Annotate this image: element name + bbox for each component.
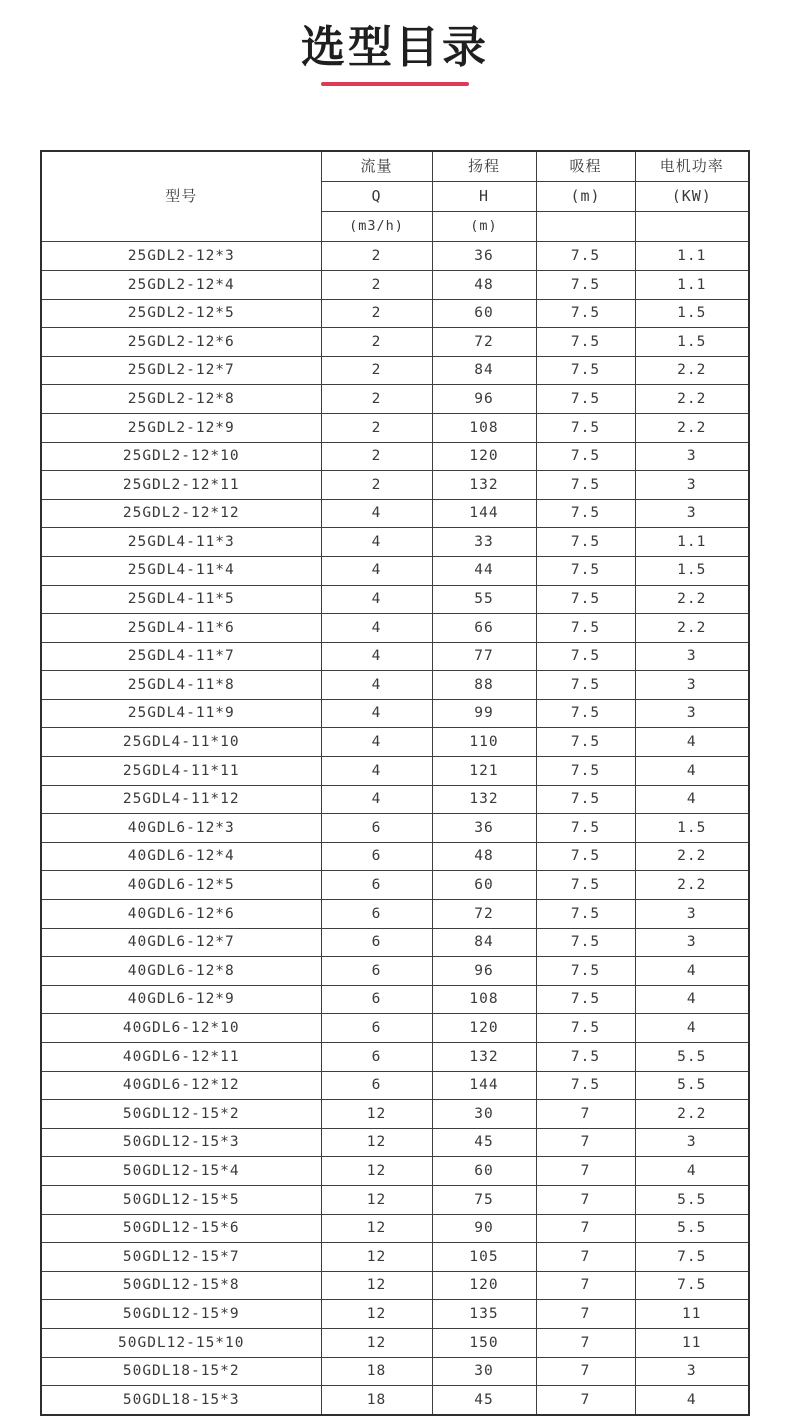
- power-cell: 3: [635, 699, 749, 728]
- head-cell: 48: [432, 270, 536, 299]
- head-cell: 45: [432, 1386, 536, 1415]
- power-cell: 3: [635, 1357, 749, 1386]
- suction-cell: 7.5: [536, 614, 635, 643]
- flow-cell: 12: [321, 1100, 432, 1129]
- model-cell: 40GDL6-12*7: [41, 928, 321, 957]
- table-row: [41, 757, 749, 786]
- suction-cell: 7.5: [536, 842, 635, 871]
- table-row: [41, 1357, 749, 1386]
- model-cell: 40GDL6-12*11: [41, 1043, 321, 1072]
- flow-cell: 2: [321, 242, 432, 271]
- model-cell: 40GDL6-12*5: [41, 871, 321, 900]
- model-cell: 25GDL4-11*4: [41, 556, 321, 585]
- table-row: [41, 928, 749, 957]
- flow-cell: 4: [321, 699, 432, 728]
- model-cell: 40GDL6-12*10: [41, 1014, 321, 1043]
- suction-cell: 7.5: [536, 328, 635, 357]
- head-cell: 132: [432, 471, 536, 500]
- table-row: [41, 614, 749, 643]
- header-empty-2: [635, 212, 749, 242]
- flow-cell: 4: [321, 642, 432, 671]
- flow-cell: 6: [321, 842, 432, 871]
- suction-cell: 7.5: [536, 871, 635, 900]
- table-row: [41, 900, 749, 929]
- power-cell: 11: [635, 1328, 749, 1357]
- power-cell: 7.5: [635, 1243, 749, 1272]
- head-cell: 150: [432, 1328, 536, 1357]
- flow-cell: 6: [321, 1014, 432, 1043]
- flow-cell: 4: [321, 528, 432, 557]
- head-cell: 135: [432, 1300, 536, 1329]
- head-cell: 132: [432, 1043, 536, 1072]
- table-row: [41, 699, 749, 728]
- suction-cell: 7: [536, 1100, 635, 1129]
- flow-cell: 12: [321, 1271, 432, 1300]
- head-cell: 30: [432, 1100, 536, 1129]
- header-flow-unit: (m3/h): [321, 212, 432, 242]
- suction-cell: 7.5: [536, 1071, 635, 1100]
- power-cell: 5.5: [635, 1043, 749, 1072]
- flow-cell: 18: [321, 1386, 432, 1415]
- table-row: [41, 299, 749, 328]
- flow-cell: 2: [321, 385, 432, 414]
- suction-cell: 7: [536, 1157, 635, 1186]
- model-cell: 50GDL12-15*6: [41, 1214, 321, 1243]
- suction-cell: 7.5: [536, 528, 635, 557]
- head-cell: 90: [432, 1214, 536, 1243]
- suction-cell: 7.5: [536, 785, 635, 814]
- flow-cell: 2: [321, 471, 432, 500]
- head-cell: 108: [432, 985, 536, 1014]
- power-cell: 2.2: [635, 871, 749, 900]
- suction-cell: 7.5: [536, 499, 635, 528]
- head-cell: 60: [432, 871, 536, 900]
- head-cell: 33: [432, 528, 536, 557]
- table-row: [41, 442, 749, 471]
- model-cell: 50GDL18-15*3: [41, 1386, 321, 1415]
- flow-cell: 12: [321, 1214, 432, 1243]
- table-row: [41, 1328, 749, 1357]
- flow-cell: 4: [321, 499, 432, 528]
- model-cell: 40GDL6-12*8: [41, 957, 321, 986]
- flow-cell: 6: [321, 985, 432, 1014]
- table-row: [41, 728, 749, 757]
- head-cell: 99: [432, 699, 536, 728]
- head-cell: 55: [432, 585, 536, 614]
- flow-cell: 4: [321, 585, 432, 614]
- head-cell: 60: [432, 299, 536, 328]
- model-cell: 50GDL12-15*5: [41, 1185, 321, 1214]
- table-row: [41, 242, 749, 271]
- model-cell: 50GDL12-15*8: [41, 1271, 321, 1300]
- power-cell: 4: [635, 728, 749, 757]
- head-cell: 30: [432, 1357, 536, 1386]
- page-title: 选型目录: [301, 23, 489, 72]
- power-cell: 3: [635, 1128, 749, 1157]
- table-row: [41, 270, 749, 299]
- header-head-symbol: H: [432, 182, 536, 212]
- power-cell: 1.5: [635, 556, 749, 585]
- header-head: 扬程: [432, 151, 536, 182]
- table-row: [41, 328, 749, 357]
- table-row: [41, 585, 749, 614]
- flow-cell: 2: [321, 328, 432, 357]
- table-row: [41, 1043, 749, 1072]
- head-cell: 72: [432, 900, 536, 929]
- selection-table: [40, 150, 750, 1415]
- power-cell: 5.5: [635, 1214, 749, 1243]
- power-cell: 3: [635, 471, 749, 500]
- header-empty-1: [536, 212, 635, 242]
- suction-cell: 7.5: [536, 1014, 635, 1043]
- suction-cell: 7.5: [536, 556, 635, 585]
- title-underline: [321, 82, 469, 86]
- suction-cell: 7.5: [536, 814, 635, 843]
- model-cell: 25GDL2-12*5: [41, 299, 321, 328]
- power-cell: 2.2: [635, 585, 749, 614]
- power-cell: 3: [635, 671, 749, 700]
- power-cell: 4: [635, 1386, 749, 1415]
- model-cell: 25GDL4-11*5: [41, 585, 321, 614]
- table-row: [41, 528, 749, 557]
- suction-cell: 7.5: [536, 900, 635, 929]
- head-cell: 84: [432, 928, 536, 957]
- flow-cell: 4: [321, 671, 432, 700]
- table-row: [41, 1100, 749, 1129]
- table-row: [41, 1185, 749, 1214]
- head-cell: 108: [432, 413, 536, 442]
- table-row: [41, 499, 749, 528]
- model-cell: 40GDL6-12*6: [41, 900, 321, 929]
- flow-cell: 6: [321, 928, 432, 957]
- head-cell: 66: [432, 614, 536, 643]
- power-cell: 2.2: [635, 413, 749, 442]
- power-cell: 1.5: [635, 814, 749, 843]
- table-row: [41, 671, 749, 700]
- table-row: [41, 385, 749, 414]
- head-cell: 110: [432, 728, 536, 757]
- header-row-1: [41, 151, 749, 182]
- head-cell: 84: [432, 356, 536, 385]
- model-cell: 25GDL2-12*12: [41, 499, 321, 528]
- table-header: [41, 151, 749, 242]
- suction-cell: 7.5: [536, 699, 635, 728]
- header-suction: 吸程: [536, 151, 635, 182]
- head-cell: 144: [432, 499, 536, 528]
- table-row: [41, 842, 749, 871]
- head-cell: 96: [432, 957, 536, 986]
- suction-cell: 7.5: [536, 757, 635, 786]
- flow-cell: 6: [321, 1071, 432, 1100]
- suction-cell: 7.5: [536, 270, 635, 299]
- head-cell: 45: [432, 1128, 536, 1157]
- power-cell: 2.2: [635, 1100, 749, 1129]
- table-row: [41, 1300, 749, 1329]
- table-row: [41, 814, 749, 843]
- model-cell: 50GDL18-15*2: [41, 1357, 321, 1386]
- power-cell: 4: [635, 1157, 749, 1186]
- suction-cell: 7: [536, 1271, 635, 1300]
- model-cell: 25GDL2-12*8: [41, 385, 321, 414]
- power-cell: 11: [635, 1300, 749, 1329]
- head-cell: 96: [432, 385, 536, 414]
- model-cell: 40GDL6-12*12: [41, 1071, 321, 1100]
- table-row: [41, 957, 749, 986]
- model-cell: 25GDL2-12*7: [41, 356, 321, 385]
- model-cell: 50GDL12-15*10: [41, 1328, 321, 1357]
- suction-cell: 7.5: [536, 356, 635, 385]
- model-cell: 50GDL12-15*2: [41, 1100, 321, 1129]
- suction-cell: 7.5: [536, 299, 635, 328]
- power-cell: 4: [635, 1014, 749, 1043]
- power-cell: 3: [635, 442, 749, 471]
- flow-cell: 18: [321, 1357, 432, 1386]
- head-cell: 60: [432, 1157, 536, 1186]
- suction-cell: 7: [536, 1328, 635, 1357]
- flow-cell: 12: [321, 1157, 432, 1186]
- header-head-unit: (m): [432, 212, 536, 242]
- suction-cell: 7.5: [536, 585, 635, 614]
- table-row: [41, 985, 749, 1014]
- head-cell: 72: [432, 328, 536, 357]
- head-cell: 88: [432, 671, 536, 700]
- model-cell: 25GDL4-11*7: [41, 642, 321, 671]
- head-cell: 121: [432, 757, 536, 786]
- suction-cell: 7.5: [536, 471, 635, 500]
- power-cell: 2.2: [635, 842, 749, 871]
- head-cell: 144: [432, 1071, 536, 1100]
- suction-cell: 7.5: [536, 728, 635, 757]
- flow-cell: 2: [321, 270, 432, 299]
- head-cell: 48: [432, 842, 536, 871]
- power-cell: 3: [635, 900, 749, 929]
- model-cell: 25GDL4-11*11: [41, 757, 321, 786]
- model-cell: 50GDL12-15*9: [41, 1300, 321, 1329]
- head-cell: 105: [432, 1243, 536, 1272]
- model-cell: 25GDL2-12*9: [41, 413, 321, 442]
- power-cell: 4: [635, 985, 749, 1014]
- table-row: [41, 1071, 749, 1100]
- model-cell: 25GDL4-11*12: [41, 785, 321, 814]
- suction-cell: 7.5: [536, 442, 635, 471]
- header-power: 电机功率: [635, 151, 749, 182]
- flow-cell: 6: [321, 871, 432, 900]
- power-cell: 3: [635, 642, 749, 671]
- model-cell: 50GDL12-15*7: [41, 1243, 321, 1272]
- head-cell: 132: [432, 785, 536, 814]
- table-row: [41, 642, 749, 671]
- table-row: [41, 1243, 749, 1272]
- model-cell: 40GDL6-12*9: [41, 985, 321, 1014]
- model-cell: 40GDL6-12*3: [41, 814, 321, 843]
- flow-cell: 4: [321, 757, 432, 786]
- head-cell: 120: [432, 1014, 536, 1043]
- flow-cell: 12: [321, 1243, 432, 1272]
- table-row: [41, 1128, 749, 1157]
- suction-cell: 7: [536, 1243, 635, 1272]
- model-cell: 25GDL4-11*9: [41, 699, 321, 728]
- table-row: [41, 1271, 749, 1300]
- suction-cell: 7: [536, 1357, 635, 1386]
- table-row: [41, 471, 749, 500]
- model-cell: 25GDL4-11*8: [41, 671, 321, 700]
- table-body: [41, 242, 749, 1415]
- flow-cell: 2: [321, 356, 432, 385]
- header-flow-symbol: Q: [321, 182, 432, 212]
- model-cell: 25GDL2-12*3: [41, 242, 321, 271]
- power-cell: 1.1: [635, 270, 749, 299]
- suction-cell: 7: [536, 1214, 635, 1243]
- table-row: [41, 1214, 749, 1243]
- table-row: [41, 413, 749, 442]
- model-cell: 25GDL2-12*10: [41, 442, 321, 471]
- power-cell: 5.5: [635, 1185, 749, 1214]
- suction-cell: 7.5: [536, 1043, 635, 1072]
- table-row: [41, 1157, 749, 1186]
- power-cell: 4: [635, 757, 749, 786]
- power-cell: 1.5: [635, 299, 749, 328]
- model-cell: 50GDL12-15*3: [41, 1128, 321, 1157]
- flow-cell: 12: [321, 1185, 432, 1214]
- suction-cell: 7: [536, 1300, 635, 1329]
- power-cell: 2.2: [635, 385, 749, 414]
- header-suction-unit: (m): [536, 182, 635, 212]
- suction-cell: 7.5: [536, 928, 635, 957]
- model-cell: 25GDL4-11*6: [41, 614, 321, 643]
- flow-cell: 2: [321, 299, 432, 328]
- suction-cell: 7.5: [536, 413, 635, 442]
- head-cell: 36: [432, 814, 536, 843]
- table-row: [41, 1386, 749, 1415]
- power-cell: 1.5: [635, 328, 749, 357]
- model-cell: 25GDL2-12*6: [41, 328, 321, 357]
- flow-cell: 2: [321, 442, 432, 471]
- power-cell: 5.5: [635, 1071, 749, 1100]
- power-cell: 3: [635, 499, 749, 528]
- power-cell: 2.2: [635, 356, 749, 385]
- suction-cell: 7.5: [536, 985, 635, 1014]
- head-cell: 120: [432, 1271, 536, 1300]
- head-cell: 75: [432, 1185, 536, 1214]
- flow-cell: 4: [321, 614, 432, 643]
- table-row: [41, 785, 749, 814]
- suction-cell: 7: [536, 1185, 635, 1214]
- model-cell: 25GDL4-11*10: [41, 728, 321, 757]
- power-cell: 3: [635, 928, 749, 957]
- flow-cell: 6: [321, 1043, 432, 1072]
- flow-cell: 2: [321, 413, 432, 442]
- model-cell: 50GDL12-15*4: [41, 1157, 321, 1186]
- flow-cell: 6: [321, 957, 432, 986]
- flow-cell: 6: [321, 900, 432, 929]
- suction-cell: 7.5: [536, 671, 635, 700]
- suction-cell: 7.5: [536, 385, 635, 414]
- flow-cell: 4: [321, 556, 432, 585]
- flow-cell: 4: [321, 728, 432, 757]
- model-cell: 25GDL2-12*11: [41, 471, 321, 500]
- flow-cell: 12: [321, 1300, 432, 1329]
- header-model: 型号: [41, 151, 321, 242]
- flow-cell: 12: [321, 1328, 432, 1357]
- power-cell: 1.1: [635, 242, 749, 271]
- power-cell: 1.1: [635, 528, 749, 557]
- model-cell: 25GDL2-12*4: [41, 270, 321, 299]
- header-power-unit: (KW): [635, 182, 749, 212]
- head-cell: 77: [432, 642, 536, 671]
- power-cell: 7.5: [635, 1271, 749, 1300]
- model-cell: 40GDL6-12*4: [41, 842, 321, 871]
- suction-cell: 7: [536, 1386, 635, 1415]
- power-cell: 2.2: [635, 614, 749, 643]
- suction-cell: 7.5: [536, 957, 635, 986]
- flow-cell: 4: [321, 785, 432, 814]
- table-row: [41, 871, 749, 900]
- table-row: [41, 356, 749, 385]
- head-cell: 36: [432, 242, 536, 271]
- table-row: [41, 1014, 749, 1043]
- header-flow: 流量: [321, 151, 432, 182]
- suction-cell: 7.5: [536, 642, 635, 671]
- head-cell: 44: [432, 556, 536, 585]
- suction-cell: 7.5: [536, 242, 635, 271]
- head-cell: 120: [432, 442, 536, 471]
- power-cell: 4: [635, 957, 749, 986]
- suction-cell: 7: [536, 1128, 635, 1157]
- model-cell: 25GDL4-11*3: [41, 528, 321, 557]
- flow-cell: 6: [321, 814, 432, 843]
- table-row: [41, 556, 749, 585]
- flow-cell: 12: [321, 1128, 432, 1157]
- power-cell: 4: [635, 785, 749, 814]
